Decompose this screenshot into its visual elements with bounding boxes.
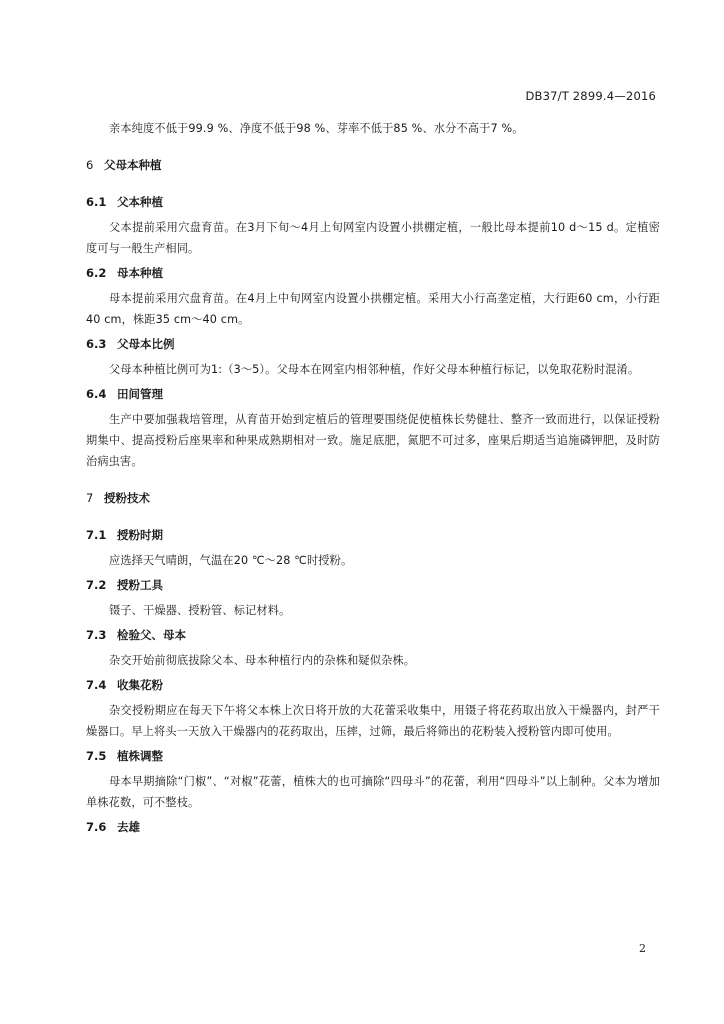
subsection-number: 6.4 [86, 387, 107, 401]
intro-paragraph: 亲本纯度不低于99.9 %、净度不低于98 %、芽率不低于85 %、水分不高于7 %。 [109, 122, 524, 135]
subsection-title: 母本种植 [117, 266, 163, 280]
subsection-heading-7-5 [86, 746, 660, 767]
subsection-title: 去雄 [117, 820, 140, 834]
subsection-number: 7.4 [86, 678, 107, 692]
paragraph-7-4: 杂交授粉期应在每天下午将父本株上次日将开放的大花蕾采收集中，用镊子将花药取出放入干燥器内，封严干燥器口。早上将头一天放入干燥器内的花药取出，压摔，过筛，最后将筛出的花粉装入授粉管内即可使用。 [86, 704, 660, 738]
section-title: 授粉技术 [104, 491, 150, 505]
section-title: 父母本种植 [104, 158, 162, 172]
section-heading-7 [86, 488, 660, 509]
subsection-heading-6-4 [86, 384, 660, 405]
subsection-heading-7-3 [86, 625, 660, 646]
subsection-title: 父母本比例 [117, 337, 175, 351]
subsection-heading-7-1 [86, 525, 660, 546]
subsection-heading-7-4 [86, 675, 660, 696]
subsection-title: 授粉工具 [117, 578, 163, 592]
subsection-title: 父本种植 [117, 195, 163, 209]
subsection-number: 7.3 [86, 628, 107, 642]
subsection-heading-7-6 [86, 817, 660, 838]
subsection-heading-6-2 [86, 263, 660, 284]
subsection-title: 收集花粉 [117, 678, 163, 692]
subsection-number: 7.2 [86, 578, 107, 592]
subsection-number: 6.1 [86, 195, 107, 209]
subsection-title: 检验父、母本 [117, 628, 186, 642]
paragraph-6-3: 父母本种植比例可为1:（3～5）。父母本在网室内相邻种植，作好父母本种植行标记，以免取花粉时混淆。 [109, 363, 640, 376]
subsection-title: 田间管理 [117, 387, 163, 401]
paragraph-6-2: 母本提前采用穴盘育苗。在4月上中旬网室内设置小拱棚定植。采用大小行高垄定植，大行距60 cm，小行距40 cm，株距35 cm～40 cm。 [86, 292, 660, 326]
paragraph-7-1: 应选择天气晴朗，气温在20 ℃～28 ℃时授粉。 [109, 554, 353, 567]
subsection-heading-6-1 [86, 192, 660, 213]
subsection-number: 6.2 [86, 266, 107, 280]
paragraph-7-3: 杂交开始前彻底拔除父本、母本种植行内的杂株和疑似杂株。 [109, 654, 416, 667]
section-number: 7 [86, 491, 94, 505]
paragraph-6-1: 父本提前采用穴盘育苗。在3月下旬～4月上旬网室内设置小拱棚定植，一般比母本提前10 d～15 d。定植密度可与一般生产相同。 [86, 221, 660, 255]
paragraph-6-4: 生产中要加强栽培管理，从育苗开始到定植后的管理要围绕促使植株长势健壮、整齐一致而进行，以保证授粉期集中、提高授粉后座果率和种果成熟期相对一致。施足底肥，氮肥不可过多，座果后期适当追施磷钾肥，及时防治病虫害。 [86, 413, 660, 468]
subsection-number: 7.6 [86, 820, 107, 834]
subsection-number: 6.3 [86, 337, 107, 351]
subsection-title: 授粉时期 [117, 528, 163, 542]
paragraph-7-5: 母本早期摘除“门椒”、“对椒”花蕾，植株大的也可摘除“四母斗”的花蕾，利用“四母斗”以上制种。父本为增加单株花数，可不整枝。 [86, 775, 660, 809]
section-heading-6 [86, 155, 660, 176]
paragraph-7-2: 镊子、干燥器、授粉管、标记材料。 [109, 604, 291, 617]
subsection-number: 7.5 [86, 749, 107, 763]
subsection-number: 7.1 [86, 528, 107, 542]
page-number: 2 [639, 942, 646, 955]
subsection-heading-6-3 [86, 334, 660, 355]
standard-code: DB37/T 2899.4—2016 [525, 89, 656, 103]
subsection-heading-7-2 [86, 575, 660, 596]
document-body [86, 118, 660, 838]
subsection-title: 植株调整 [117, 749, 163, 763]
section-number: 6 [86, 158, 94, 172]
